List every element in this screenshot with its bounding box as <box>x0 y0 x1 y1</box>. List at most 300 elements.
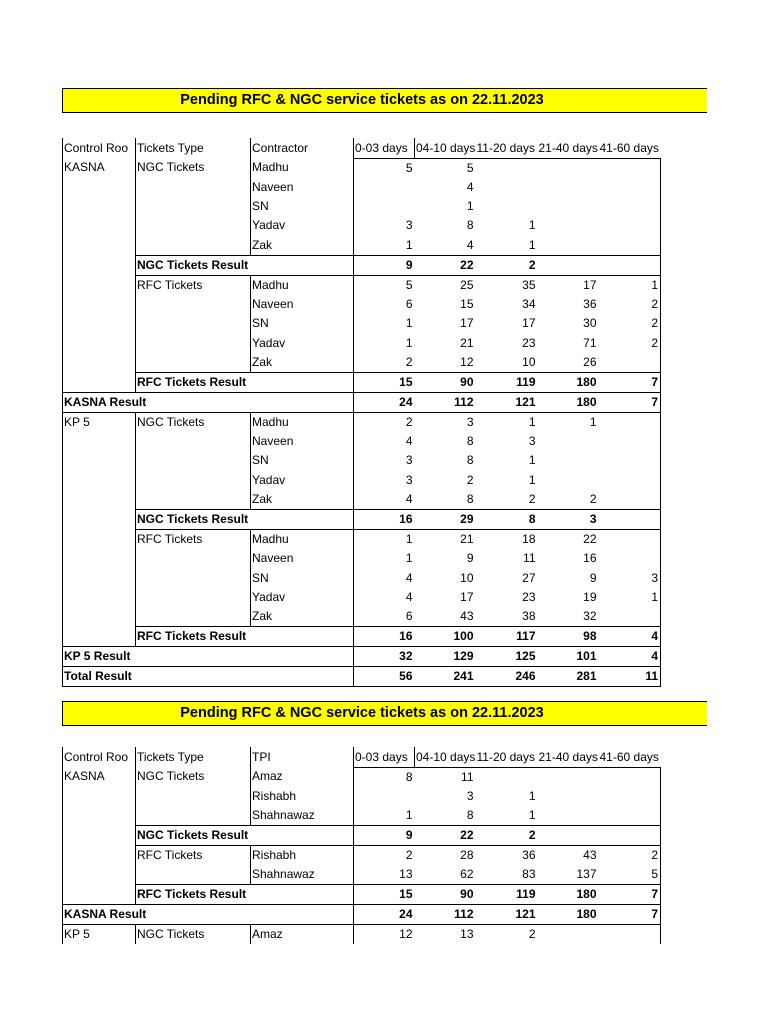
cell-control-room <box>63 372 136 392</box>
cell-d41-60: 7 <box>599 372 661 392</box>
cell-contractor <box>251 647 354 667</box>
table-row <box>63 412 661 432</box>
cell-control-room <box>63 588 136 607</box>
cell-d11-20: 8 <box>476 510 538 530</box>
cell-d41-60: 7 <box>599 904 661 924</box>
cell-d4-10: 4 <box>466 237 474 252</box>
cell-d21-40 <box>538 158 599 178</box>
cell-d11-20: 2 <box>476 255 538 275</box>
cell-d21-40: 71 <box>583 335 597 350</box>
cell-d41-60 <box>599 451 661 470</box>
cell-d21-40 <box>538 216 599 235</box>
cell-d0-3: 2 <box>405 847 413 862</box>
cell-d4-10: 129 <box>415 647 476 667</box>
section-1-table <box>62 138 661 687</box>
cell-d41-60 <box>599 510 661 530</box>
table-row <box>63 490 661 510</box>
cell-ticket-type: RFC Tickets Result <box>136 372 251 392</box>
cell-d11-20 <box>476 197 538 216</box>
cell-ticket-type <box>136 451 251 470</box>
cell-d41-60: 5 <box>599 865 661 885</box>
table-row <box>63 451 661 470</box>
cell-contractor: Naveen <box>251 178 354 197</box>
cell-control-room <box>63 530 136 550</box>
cell-d21-40: 101 <box>538 647 599 667</box>
cell-d21-40: 9 <box>589 570 597 585</box>
cell-d0-3: 24 <box>354 904 415 924</box>
cell-d21-40 <box>538 924 599 944</box>
cell-d4-10: 22 <box>415 825 476 845</box>
table-row <box>63 806 661 826</box>
table-row <box>63 353 661 373</box>
cell-d0-3: 3 <box>405 218 413 233</box>
cell-d0-3: 1 <box>405 335 413 350</box>
cell-d11-20: 36 <box>522 847 536 862</box>
cell-d0-3: 13 <box>399 866 413 881</box>
cell-d4-10: 8 <box>466 492 474 507</box>
cell-contractor: Rishabh <box>251 845 354 865</box>
cell-d11-20: 121 <box>476 392 538 412</box>
cell-control-room: KP 5 <box>63 412 136 432</box>
cell-contractor: Madhu <box>251 412 354 432</box>
cell-control-room: KASNA Result <box>63 392 136 412</box>
cell-d21-40: 43 <box>583 847 597 862</box>
cell-d21-40 <box>538 255 599 275</box>
subtotal-row <box>63 884 661 904</box>
cell-d0-3: 3 <box>405 453 413 468</box>
cell-d41-60 <box>599 825 661 845</box>
cell-contractor: Rishabh <box>251 787 354 806</box>
cell-d21-40: 26 <box>583 354 597 369</box>
cell-d4-10: 90 <box>415 372 476 392</box>
table-row <box>63 607 661 627</box>
header-contractor: Contractor <box>251 138 354 158</box>
cell-d11-20: 2 <box>528 492 536 507</box>
cell-d11-20: 1 <box>528 453 536 468</box>
cell-ticket-type <box>136 549 251 568</box>
cell-d11-20: 2 <box>476 825 538 845</box>
cell-d11-20: 1 <box>528 807 536 822</box>
cell-control-room <box>63 490 136 510</box>
table-row <box>63 471 661 490</box>
cell-contractor <box>251 510 354 530</box>
cell-d21-40: 17 <box>583 277 597 292</box>
cell-d41-60 <box>599 216 661 235</box>
cell-d4-10: 112 <box>415 904 476 924</box>
cell-d11-20: 11 <box>523 551 536 566</box>
cell-control-room <box>63 607 136 627</box>
cell-ticket-type <box>136 647 251 667</box>
cell-d11-20: 121 <box>476 904 538 924</box>
header-control-room: Control Roo <box>63 747 136 767</box>
cell-contractor: Shahnawaz <box>251 865 354 885</box>
cell-control-room <box>63 178 136 197</box>
cell-d0-3: 9 <box>354 825 415 845</box>
cell-contractor: Amaz <box>251 924 354 944</box>
cell-contractor <box>251 825 354 845</box>
cell-d21-40 <box>538 451 599 470</box>
cell-d41-60: 2 <box>599 295 661 314</box>
cell-d21-40: 137 <box>576 866 597 881</box>
cell-d41-60 <box>599 197 661 216</box>
cell-d11-20: 125 <box>476 647 538 667</box>
cell-d21-40: 2 <box>589 492 597 507</box>
cell-d11-20: 3 <box>528 434 536 449</box>
table-row <box>63 845 661 865</box>
cell-d41-60: 3 <box>599 568 661 587</box>
cell-contractor <box>251 372 354 392</box>
cell-d11-20 <box>476 767 538 787</box>
cell-d41-60 <box>599 158 661 178</box>
header-control-room: Control Roo <box>63 138 136 158</box>
cell-d11-20: 1 <box>528 788 536 803</box>
cell-control-room <box>63 216 136 235</box>
cell-contractor: Naveen <box>251 432 354 451</box>
cell-d0-3: 4 <box>405 434 413 449</box>
cell-contractor: Yadav <box>251 471 354 490</box>
cell-d4-10: 62 <box>460 866 474 881</box>
cell-ticket-type <box>136 216 251 235</box>
cell-ticket-type <box>136 333 251 352</box>
cell-contractor: Shahnawaz <box>251 806 354 826</box>
header-d4-10: 04-10 days <box>416 749 476 764</box>
cell-control-room <box>63 197 136 216</box>
cell-d41-60 <box>599 607 661 627</box>
cell-d21-40: 16 <box>583 551 597 566</box>
cell-control-room <box>63 865 136 885</box>
cell-d21-40 <box>538 471 599 490</box>
cell-ticket-type <box>136 295 251 314</box>
cell-d21-40 <box>538 767 599 787</box>
cell-d0-3: 3 <box>405 472 413 487</box>
cell-d21-40: 19 <box>583 589 597 604</box>
cell-d11-20: 23 <box>522 589 536 604</box>
cell-d0-3: 15 <box>354 884 415 904</box>
cell-control-room <box>63 255 136 275</box>
cell-d0-3: 1 <box>405 237 413 252</box>
cell-ticket-type <box>136 607 251 627</box>
cell-contractor <box>251 627 354 647</box>
table-row <box>63 568 661 587</box>
cell-d41-60: 1 <box>599 275 661 295</box>
header-d11-20: 11-20 days <box>476 140 535 155</box>
cell-d11-20: 1 <box>528 414 536 429</box>
subtotal-row <box>63 255 661 275</box>
cell-control-room: KP 5 Result <box>63 647 136 667</box>
table-row <box>63 787 661 806</box>
cell-d4-10: 100 <box>415 627 476 647</box>
cell-d0-3 <box>354 787 415 806</box>
cell-d4-10: 28 <box>460 847 474 862</box>
cell-control-room: KASNA Result <box>63 904 136 924</box>
table-row <box>63 549 661 568</box>
cell-ticket-type: RFC Tickets Result <box>136 884 251 904</box>
cell-ticket-type: NGC Tickets Result <box>136 510 251 530</box>
table-row <box>63 588 661 607</box>
cell-d41-60 <box>599 806 661 826</box>
cell-control-room: KASNA <box>63 767 136 787</box>
cell-contractor: Amaz <box>251 767 354 787</box>
header-d4-10: 04-10 days <box>416 140 476 155</box>
cell-d4-10: 9 <box>466 551 474 566</box>
cell-contractor <box>251 904 354 924</box>
cell-d21-40 <box>538 236 599 256</box>
header-d0-3: 0-03 days <box>354 138 415 158</box>
cell-d0-3: 2 <box>405 354 413 369</box>
cell-d41-60: 2 <box>599 314 661 333</box>
cell-d41-60 <box>599 236 661 256</box>
cell-contractor: Yadav <box>251 588 354 607</box>
cell-d4-10: 90 <box>415 884 476 904</box>
cell-ticket-type: RFC Tickets <box>136 845 251 865</box>
cell-d0-3: 2 <box>405 414 413 429</box>
cell-d41-60 <box>599 353 661 373</box>
cell-control-room <box>63 845 136 865</box>
cell-contractor: SN <box>251 568 354 587</box>
cell-control-room <box>63 549 136 568</box>
cell-control-room <box>63 787 136 806</box>
group-result-row <box>63 392 661 412</box>
cell-d41-60: 2 <box>599 333 661 352</box>
table-row <box>63 158 661 178</box>
cell-d21-40: 1 <box>589 414 597 429</box>
cell-d11-20: 1 <box>528 218 536 233</box>
cell-ticket-type <box>136 314 251 333</box>
cell-d4-10: 43 <box>460 609 474 624</box>
table-row <box>63 275 661 295</box>
table-row <box>63 197 661 216</box>
cell-d11-20: 10 <box>522 354 536 369</box>
cell-control-room: KASNA <box>63 158 136 178</box>
cell-d21-40 <box>538 825 599 845</box>
header-d41-60: 41-60 days <box>599 749 659 764</box>
cell-d41-60: 7 <box>599 392 661 412</box>
cell-d21-40: 32 <box>583 609 597 624</box>
cell-control-room <box>63 236 136 256</box>
cell-d4-10: 17 <box>460 316 474 331</box>
table-row <box>63 767 661 787</box>
cell-d11-20 <box>476 178 538 197</box>
cell-ticket-type <box>136 865 251 885</box>
cell-d21-40: 22 <box>583 532 597 547</box>
cell-d0-3: 12 <box>399 926 413 941</box>
cell-d0-3: 32 <box>354 647 415 667</box>
cell-contractor: Naveen <box>251 295 354 314</box>
cell-d4-10: 8 <box>466 218 474 233</box>
cell-d11-20: 34 <box>522 296 536 311</box>
cell-contractor <box>251 392 354 412</box>
cell-d21-40 <box>538 806 599 826</box>
cell-contractor: SN <box>251 197 354 216</box>
subtotal-row <box>63 825 661 845</box>
cell-d11-20: 119 <box>476 372 538 392</box>
cell-contractor: SN <box>251 451 354 470</box>
cell-d11-20: 23 <box>522 335 536 350</box>
cell-contractor: Zak <box>251 490 354 510</box>
cell-ticket-type: NGC Tickets <box>136 767 251 787</box>
cell-ticket-type <box>136 806 251 826</box>
section-1-title-banner <box>62 88 707 113</box>
cell-ticket-type <box>136 197 251 216</box>
cell-ticket-type: RFC Tickets Result <box>136 627 251 647</box>
cell-d11-20: 18 <box>522 532 536 547</box>
cell-d11-20: 27 <box>522 570 536 585</box>
cell-ticket-type <box>136 392 251 412</box>
cell-d0-3: 1 <box>405 551 413 566</box>
cell-d4-10: 8 <box>466 434 474 449</box>
cell-d0-3: 6 <box>405 609 413 624</box>
cell-control-room <box>63 471 136 490</box>
cell-contractor <box>251 667 354 687</box>
cell-ticket-type: NGC Tickets Result <box>136 255 251 275</box>
cell-control-room: Total Result <box>63 667 136 687</box>
cell-d41-60 <box>599 432 661 451</box>
cell-d4-10: 15 <box>460 296 474 311</box>
header-ticket-type: Tickets Type <box>136 138 251 158</box>
cell-ticket-type <box>136 236 251 256</box>
cell-d41-60: 11 <box>599 667 661 687</box>
cell-d21-40: 180 <box>538 904 599 924</box>
cell-d41-60 <box>599 471 661 490</box>
header-row <box>63 747 661 767</box>
cell-d41-60: 2 <box>599 845 661 865</box>
section-2-title-banner <box>62 701 707 726</box>
cell-contractor: Zak <box>251 607 354 627</box>
cell-contractor <box>251 255 354 275</box>
cell-d0-3: 4 <box>405 570 413 585</box>
cell-d41-60 <box>599 490 661 510</box>
subtotal-row <box>63 510 661 530</box>
cell-control-room <box>63 314 136 333</box>
cell-d11-20: 117 <box>476 627 538 647</box>
table-row <box>63 216 661 235</box>
subtotal-row <box>63 627 661 647</box>
cell-d4-10: 8 <box>466 807 474 822</box>
table-row <box>63 432 661 451</box>
group-result-row <box>63 647 661 667</box>
cell-control-room <box>63 451 136 470</box>
cell-d11-20: 246 <box>476 667 538 687</box>
header-d41-60: 41-60 days <box>599 140 659 155</box>
cell-control-room <box>63 275 136 295</box>
cell-d11-20: 17 <box>522 316 536 331</box>
header-ticket-type: Tickets Type <box>136 747 251 767</box>
cell-control-room <box>63 568 136 587</box>
cell-d4-10: 17 <box>460 589 474 604</box>
cell-ticket-type <box>136 787 251 806</box>
cell-control-room <box>63 884 136 904</box>
cell-d4-10: 8 <box>466 453 474 468</box>
cell-d11-20: 1 <box>528 472 536 487</box>
cell-d4-10: 241 <box>415 667 476 687</box>
cell-d11-20: 2 <box>528 926 536 941</box>
cell-d11-20: 119 <box>476 884 538 904</box>
cell-d21-40: 281 <box>538 667 599 687</box>
cell-d4-10: 10 <box>460 570 474 585</box>
cell-d0-3: 5 <box>354 158 415 178</box>
cell-d4-10: 22 <box>415 255 476 275</box>
cell-d21-40: 30 <box>583 316 597 331</box>
cell-d11-20: 35 <box>522 277 536 292</box>
cell-ticket-type <box>136 667 251 687</box>
total-result-row <box>63 667 661 687</box>
cell-d41-60 <box>599 549 661 568</box>
cell-ticket-type <box>136 178 251 197</box>
cell-contractor: Madhu <box>251 158 354 178</box>
cell-d0-3: 1 <box>405 807 413 822</box>
cell-d21-40: 180 <box>538 372 599 392</box>
table-row <box>63 295 661 314</box>
cell-ticket-type: NGC Tickets Result <box>136 825 251 845</box>
cell-control-room <box>63 333 136 352</box>
section-1-title: Pending RFC & NGC service tickets as on 22.11.2023 <box>180 92 544 108</box>
cell-ticket-type <box>136 353 251 373</box>
cell-d4-10: 13 <box>460 926 474 941</box>
subtotal-row <box>63 372 661 392</box>
cell-d41-60 <box>599 255 661 275</box>
cell-d4-10: 25 <box>460 277 474 292</box>
table-row <box>63 178 661 197</box>
cell-d11-20: 83 <box>522 866 536 881</box>
cell-d0-3: 56 <box>354 667 415 687</box>
cell-d0-3: 5 <box>405 277 413 292</box>
cell-d0-3: 8 <box>354 767 415 787</box>
group-result-row <box>63 904 661 924</box>
cell-d21-40 <box>538 432 599 451</box>
cell-d41-60 <box>599 530 661 550</box>
cell-d21-40: 3 <box>538 510 599 530</box>
cell-control-room <box>63 432 136 451</box>
cell-ticket-type <box>136 904 251 924</box>
cell-d0-3: 1 <box>405 532 413 547</box>
table-row <box>63 924 661 944</box>
cell-ticket-type: RFC Tickets <box>136 530 251 550</box>
cell-d41-60: 7 <box>599 884 661 904</box>
table-row <box>63 865 661 885</box>
cell-d41-60: 4 <box>599 627 661 647</box>
cell-d41-60: 1 <box>599 588 661 607</box>
cell-d21-40: 180 <box>538 884 599 904</box>
header-d21-40: 21-40 days <box>538 749 598 764</box>
cell-d4-10: 12 <box>460 354 474 369</box>
cell-d11-20: 38 <box>522 609 536 624</box>
cell-control-room: KP 5 <box>63 924 136 944</box>
table-row <box>63 236 661 256</box>
table-row <box>63 530 661 550</box>
cell-contractor: Zak <box>251 353 354 373</box>
cell-ticket-type: RFC Tickets <box>136 275 251 295</box>
cell-control-room <box>63 627 136 647</box>
cell-d0-3: 24 <box>354 392 415 412</box>
cell-d0-3: 15 <box>354 372 415 392</box>
cell-contractor <box>251 884 354 904</box>
header-row <box>63 138 661 158</box>
cell-control-room <box>63 825 136 845</box>
cell-d11-20: 1 <box>528 237 536 252</box>
cell-d21-40: 36 <box>583 296 597 311</box>
cell-d41-60 <box>599 412 661 432</box>
cell-d0-3: 4 <box>405 492 413 507</box>
header-d11-20: 11-20 days <box>476 749 535 764</box>
section-2-table <box>62 747 661 944</box>
cell-control-room <box>63 806 136 826</box>
cell-d4-10: 5 <box>415 158 476 178</box>
cell-ticket-type <box>136 568 251 587</box>
cell-ticket-type <box>136 432 251 451</box>
cell-d4-10: 112 <box>415 392 476 412</box>
cell-d0-3: 16 <box>354 627 415 647</box>
cell-d4-10: 3 <box>466 414 474 429</box>
